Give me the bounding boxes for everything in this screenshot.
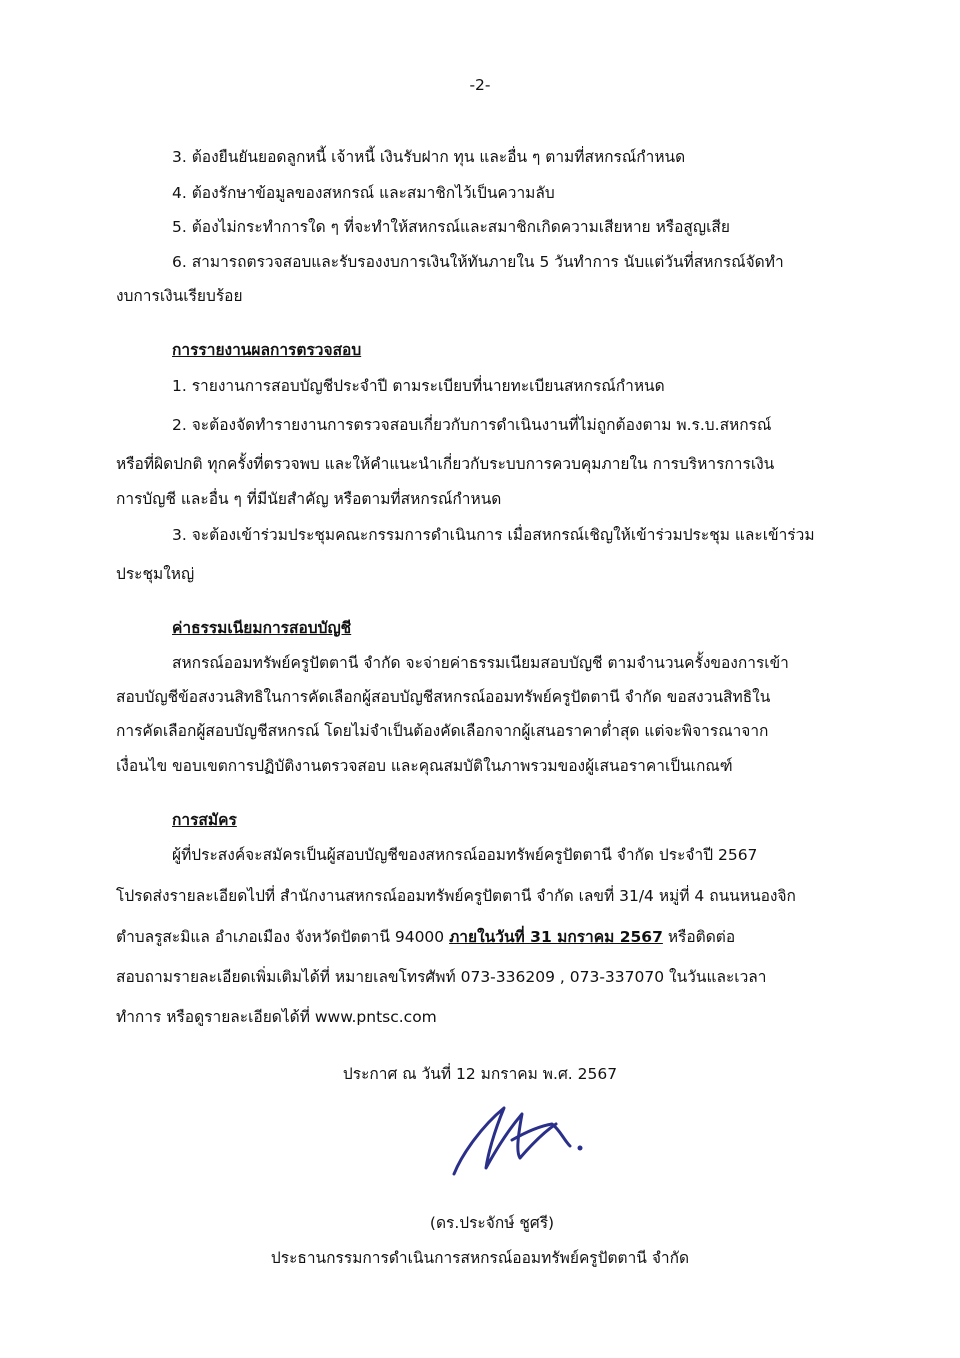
fees-line-2: สอบบัญชีข้อสงวนสิทธิในการคัดเลือกผู้สอบบัญชีสหกรณ์ออมทรัพย์ครูปัตตานี จำกัด ขอสงวนสิทธิใน [116,688,771,706]
reporting-item-2-line-3: การบัญชี และอื่น ๆ ที่มีนัยสำคัญ หรือตามที่สหกรณ์กำหนด [116,490,502,508]
duty-item-5: 5. ต้องไม่กระทำการใด ๆ ที่จะทำให้สหกรณ์และสมาชิกเกิดความเสียหาย หรือสูญเสีย [172,218,730,236]
signatory-title: ประธานกรรมการดำเนินการสหกรณ์ออมทรัพย์ครูปัตตานี จำกัด [270,1249,690,1267]
reporting-heading: การรายงานผลการตรวจสอบ [172,341,362,359]
application-address: ตำบลรูสะมิแล อำเภอเมือง จังหวัดปัตตานี 94000 [116,928,450,946]
reporting-item-3-line-1: 3. จะต้องเข้าร่วมประชุมคณะกรรมการดำเนินการ เมื่อสหกรณ์เชิญให้เข้าร่วมประชุม และเข้าร่วม [172,526,815,544]
application-line-2: โปรดส่งรายละเอียดไปที่ สำนักงานสหกรณ์ออมทรัพย์ครูปัตตานี จำกัด เลขที่ 31/4 หมู่ที่ 4 ถนนหนองจิก [116,887,796,905]
fees-line-1: สหกรณ์ออมทรัพย์ครูปัตตานี จำกัด จะจ่ายค่าธรรมเนียมสอบบัญชี ตามจำนวนครั้งของการเข้า [172,654,789,672]
fees-line-3: การคัดเลือกผู้สอบบัญชีสหกรณ์ โดยไม่จำเป็นต้องคัดเลือกจากผู้เสนอราคาต่ำสุด แต่จะพิจารณาจาก [116,722,769,740]
application-heading: การสมัคร [172,811,237,829]
application-line-1: ผู้ที่ประสงค์จะสมัครเป็นผู้สอบบัญชีของสหกรณ์ออมทรัพย์ครูปัตตานี จำกัด ประจำปี 2567 [172,846,758,864]
application-line-5: ทำการ หรือดูรายละเอียดได้ที่ www.pntsc.com [116,1008,437,1026]
duty-item-4: 4. ต้องรักษาข้อมูลของสหกรณ์ และสมาชิกไว้เป็นความลับ [172,184,555,202]
application-deadline: ภายในวันที่ 31 มกราคม 2567 [449,928,663,946]
duty-item-6-line-1: 6. สามารถตรวจสอบและรับรองงบการเงินให้ทันภายใน 5 วันทำการ นับแต่วันที่สหกรณ์จัดทำ [172,253,784,271]
fees-heading: ค่าธรรมเนียมการสอบบัญชี [172,619,352,637]
reporting-item-2-line-2: หรือที่ผิดปกติ ทุกครั้งที่ตรวจพบ และให้คำแนะนำเกี่ยวกับระบบการควบคุมภายใน การบริหารการเงิน [116,455,775,473]
reporting-item-2-line-1: 2. จะต้องจัดทำรายงานการตรวจสอบเกี่ยวกับการดำเนินงานที่ไม่ถูกต้องตาม พ.ร.บ.สหกรณ์ [172,416,772,434]
fees-line-4: เงื่อนไข ขอบเขตการปฏิบัติงานตรวจสอบ และคุณสมบัติในภาพรวมของผู้เสนอราคาเป็นเกณฑ์ [116,757,733,775]
reporting-item-3-line-2: ประชุมใหญ่ [116,565,195,583]
duty-item-6-line-2: งบการเงินเรียบร้อย [116,287,243,305]
application-contact-lead: หรือติดต่อ [662,928,736,946]
signature-image [448,1096,598,1186]
application-line-4: สอบถามรายละเอียดเพิ่มเติมได้ที่ หมายเลขโทรศัพท์ 073-336209 , 073-337070 ในวันและเวลา [116,968,767,986]
duty-item-3: 3. ต้องยืนยันยอดลูกหนี้ เจ้าหนี้ เงินรับฝาก ทุน และอื่น ๆ ตามที่สหกรณ์กำหนด [172,148,686,166]
reporting-item-1: 1. รายงานการสอบบัญชีประจำปี ตามระเบียบที่นายทะเบียนสหกรณ์กำหนด [172,377,665,395]
page-number: -2- [469,76,491,94]
signatory-name: (ดร.ประจักษ์ ชูศรี) [429,1214,555,1232]
application-line-3 [116,924,735,949]
announcement-date: ประกาศ ณ วันที่ 12 มกราคม พ.ศ. 2567 [342,1065,618,1083]
